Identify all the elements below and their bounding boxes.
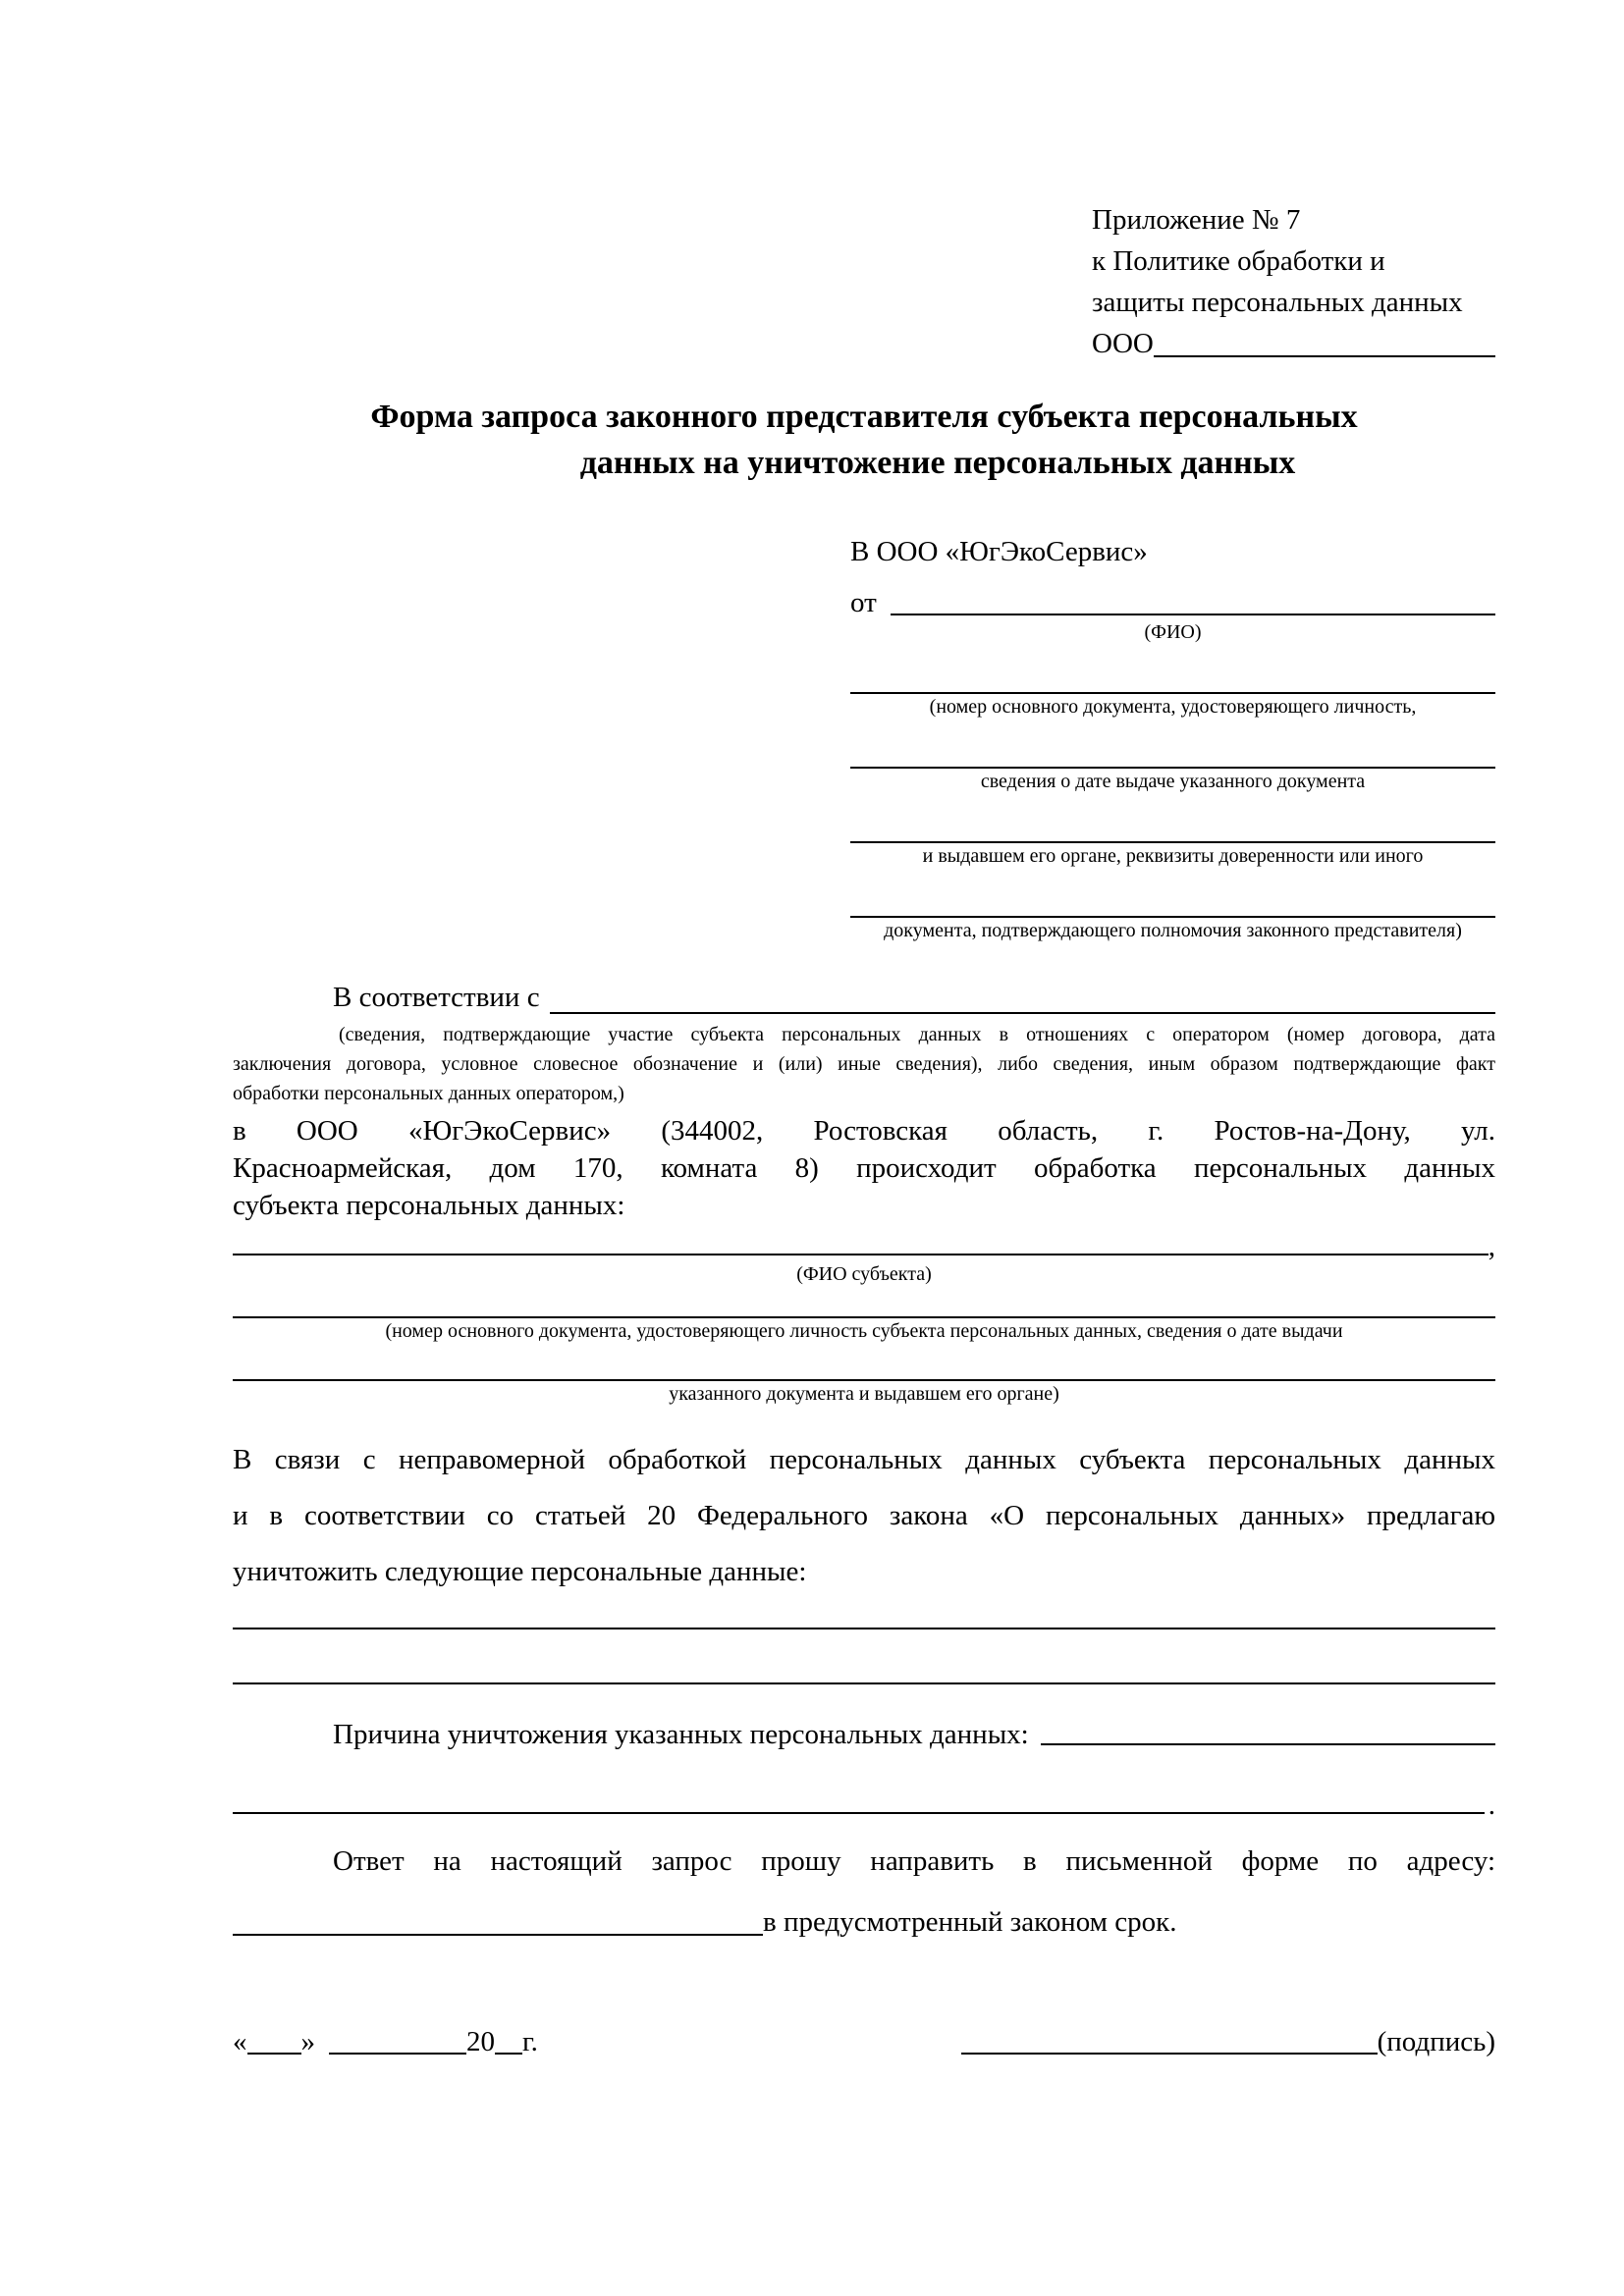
processing-line-2: Красноармейская, дом 170, комната 8) происходит обработка персональных данных <box>233 1152 1495 1184</box>
identity-doc-blank-2[interactable] <box>850 741 1495 769</box>
identity-doc-blank-1[interactable] <box>850 667 1495 694</box>
document-title <box>233 394 1495 486</box>
appendix-line-2: к Политике обработки и <box>1092 245 1385 277</box>
destroy-data-blank-1[interactable] <box>233 1628 1495 1629</box>
identity-doc-caption-3: и выдавшем его органе, реквизиты доверенности или иного <box>922 845 1424 867</box>
note-line-2: заключения договора, условное словесное обозначение и (или) иные сведения), либо сведения, иным образом подтверждающие факт <box>233 1053 1495 1075</box>
reason-row <box>233 1720 1495 1749</box>
appendix-line-3: защиты персональных данных <box>1092 287 1463 318</box>
processing-line-1: в ООО «ЮгЭкоСервис» (344002, Ростовская область, г. Ростов-на-Дону, ул. <box>233 1115 1495 1147</box>
note-line-3: обработки персональных данных оператором,) <box>233 1083 624 1104</box>
ooo-name-blank[interactable] <box>1154 355 1495 357</box>
from-label: от <box>850 587 877 618</box>
date-year-blank[interactable] <box>495 2053 522 2055</box>
identity-doc-row-3 <box>850 816 1495 869</box>
date-year-suffix: г. <box>522 2026 538 2057</box>
identity-doc-caption-2: сведения о дате выдаче указанного документа <box>980 771 1366 792</box>
subject-doc-caption-2: указанного документа и выдавшем его органе) <box>669 1383 1059 1405</box>
date-field <box>233 2024 538 2059</box>
reply-address-blank[interactable] <box>233 1934 763 1936</box>
ooo-label: ООО <box>1092 328 1154 359</box>
appendix-line-1: Приложение № 7 <box>1092 204 1301 236</box>
date-quote-open: « <box>233 2026 247 2057</box>
according-row <box>233 975 1495 1020</box>
date-month-blank[interactable] <box>329 2053 466 2055</box>
according-prefix: В соответствии с <box>333 982 540 1013</box>
request-line-1: В связи с неправомерной обработкой персональных данных субъекта персональных данных <box>233 1444 1495 1475</box>
addressee-block <box>850 533 1495 943</box>
fio-caption: (ФИО) <box>1144 621 1202 643</box>
destroy-data-blank-2[interactable] <box>233 1682 1495 1684</box>
representative-fio-blank[interactable] <box>891 614 1495 615</box>
identity-doc-row-1 <box>850 667 1495 720</box>
subject-fio-caption: (ФИО субъекта) <box>796 1263 932 1285</box>
company-ooo-row <box>1092 323 1495 364</box>
subject-doc-caption-1: (номер основного документа, удостоверяющего личность субъекта персональных данных, сведения о дате выдачи <box>385 1320 1343 1342</box>
appendix-block <box>1092 199 1495 364</box>
subject-fio-blank[interactable] <box>233 1254 1489 1255</box>
reply-suffix: в предусмотренный законом срок. <box>763 1906 1177 1938</box>
request-line-2: и в соответствии со статьей 20 Федерального закона «О персональных данных» предлагаю <box>233 1500 1495 1531</box>
identity-doc-row-2 <box>850 741 1495 794</box>
addressee-to: В ООО «ЮгЭкоСервис» <box>850 536 1148 567</box>
date-signature-row <box>233 2024 1495 2059</box>
reply-address-row <box>233 1902 1495 1942</box>
signature-blank[interactable] <box>961 2053 1378 2055</box>
reason-label: Причина уничтожения указанных персональных данных: <box>333 1719 1029 1750</box>
note-line-1: (сведения, подтверждающие участие субъекта персональных данных в отношениях с оператором (номер договора, дата <box>339 1024 1495 1045</box>
reason-continuation-row <box>233 1790 1495 1820</box>
signature-field <box>961 2024 1495 2059</box>
reason-blank-2[interactable] <box>233 1812 1485 1814</box>
title-line-1: Форма запроса законного представителя субъекта персональных <box>370 399 1358 435</box>
subject-fio-row <box>233 1232 1495 1261</box>
signature-caption: (подпись) <box>1377 2026 1495 2057</box>
date-day-blank[interactable] <box>247 2053 301 2055</box>
reason-blank-1[interactable] <box>1041 1743 1495 1745</box>
identity-doc-row-4 <box>850 890 1495 943</box>
date-quote-close: » <box>300 2026 315 2057</box>
identity-doc-caption-1: (номер основного документа, удостоверяющего личность, <box>929 696 1417 718</box>
title-line-2: данных на уничтожение персональных данных <box>579 445 1296 481</box>
request-paragraph <box>233 1432 1495 1600</box>
request-line-3: уничтожить следующие персональные данные: <box>233 1556 807 1587</box>
identity-doc-caption-4: документа, подтверждающего полномочия законного представителя) <box>884 920 1462 941</box>
identity-doc-blank-3[interactable] <box>850 816 1495 843</box>
processing-line-3: субъекта персональных данных: <box>233 1190 625 1221</box>
identity-doc-blank-4[interactable] <box>850 890 1495 918</box>
from-row <box>850 587 1495 619</box>
according-note <box>233 1020 1495 1108</box>
period-mark: . <box>1488 1789 1495 1821</box>
date-year-prefix: 20 <box>466 2026 495 2057</box>
processing-paragraph <box>233 1112 1495 1224</box>
reply-sentence: Ответ на настоящий запрос прошу направить в письменной форме по адресу: <box>333 1845 1495 1877</box>
subject-comma: , <box>1488 1231 1495 1262</box>
according-basis-blank[interactable] <box>550 1012 1495 1014</box>
